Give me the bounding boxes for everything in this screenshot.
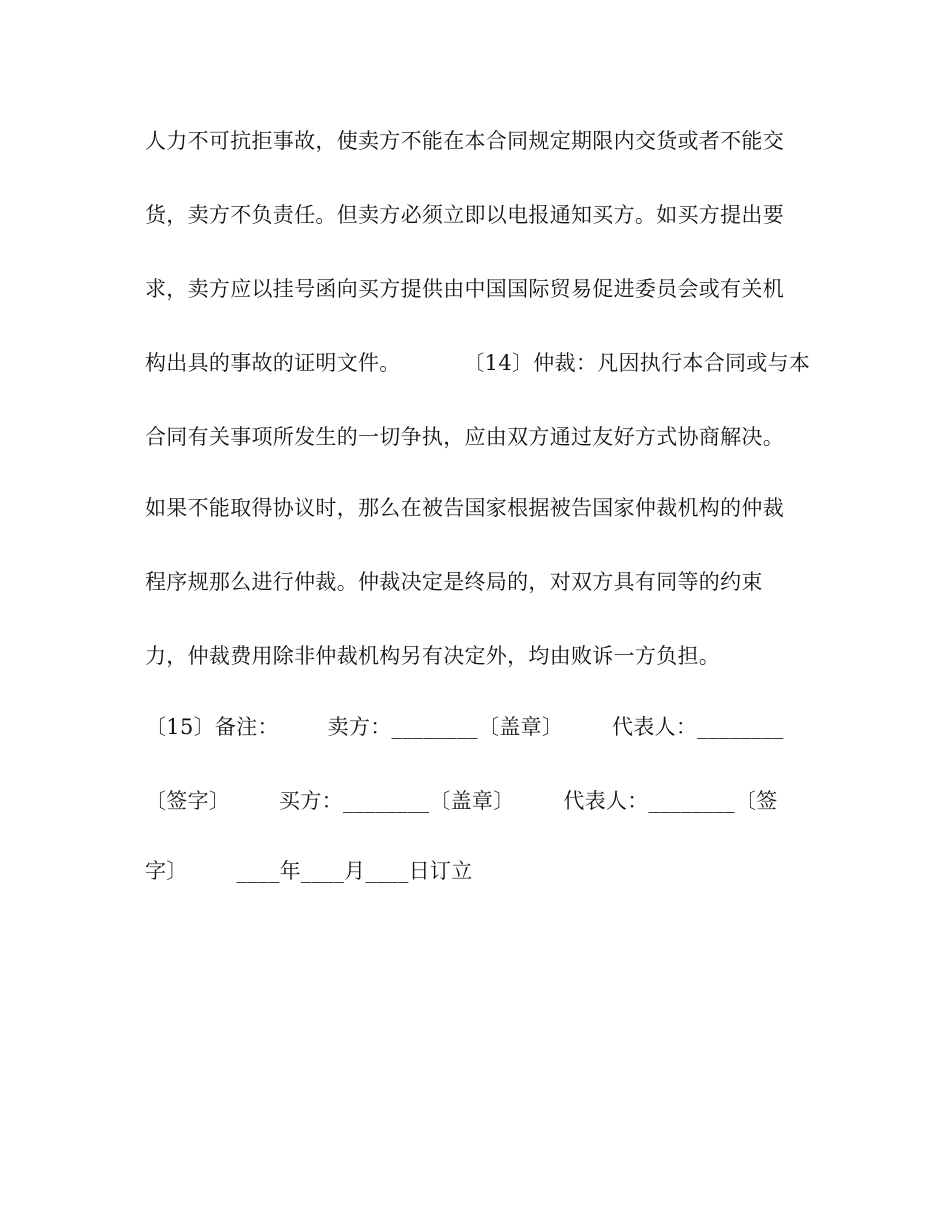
text-line: 构出具的事故的证明文件。 〔14〕仲裁：凡因执行本合同或与本 (145, 351, 811, 375)
signature-line-buyer: 〔签字〕 买方：________〔盖章〕 代表人：________〔签 (145, 789, 778, 813)
text-line: 人力不可抗拒事故，使卖方不能在本合同规定期限内交货或者不能交 (145, 129, 784, 153)
text-line: 力，仲裁费用除非仲裁机构另有决定外，均由败诉一方负担。 (145, 644, 721, 668)
date-line: 字〕 ____年____月____日订立 (145, 859, 473, 883)
text-line: 求，卖方应以挂号函向买方提供由中国国际贸易促进委员会或有关机 (145, 277, 784, 301)
text-line: 货，卖方不负责任。但卖方必须立即以电报通知买方。如买方提出要 (145, 203, 784, 227)
text-line: 程序规那么进行仲裁。仲裁决定是终局的，对双方具有同等的约束 (145, 570, 763, 594)
text-line: 如果不能取得协议时，那么在被告国家根据被告国家仲裁机构的仲裁 (145, 496, 784, 520)
signature-line-seller: 〔15〕备注： 卖方：________〔盖章〕 代表人：________ (145, 715, 784, 739)
text-line: 合同有关事项所发生的一切争执，应由双方通过友好方式协商解决。 (145, 425, 784, 449)
